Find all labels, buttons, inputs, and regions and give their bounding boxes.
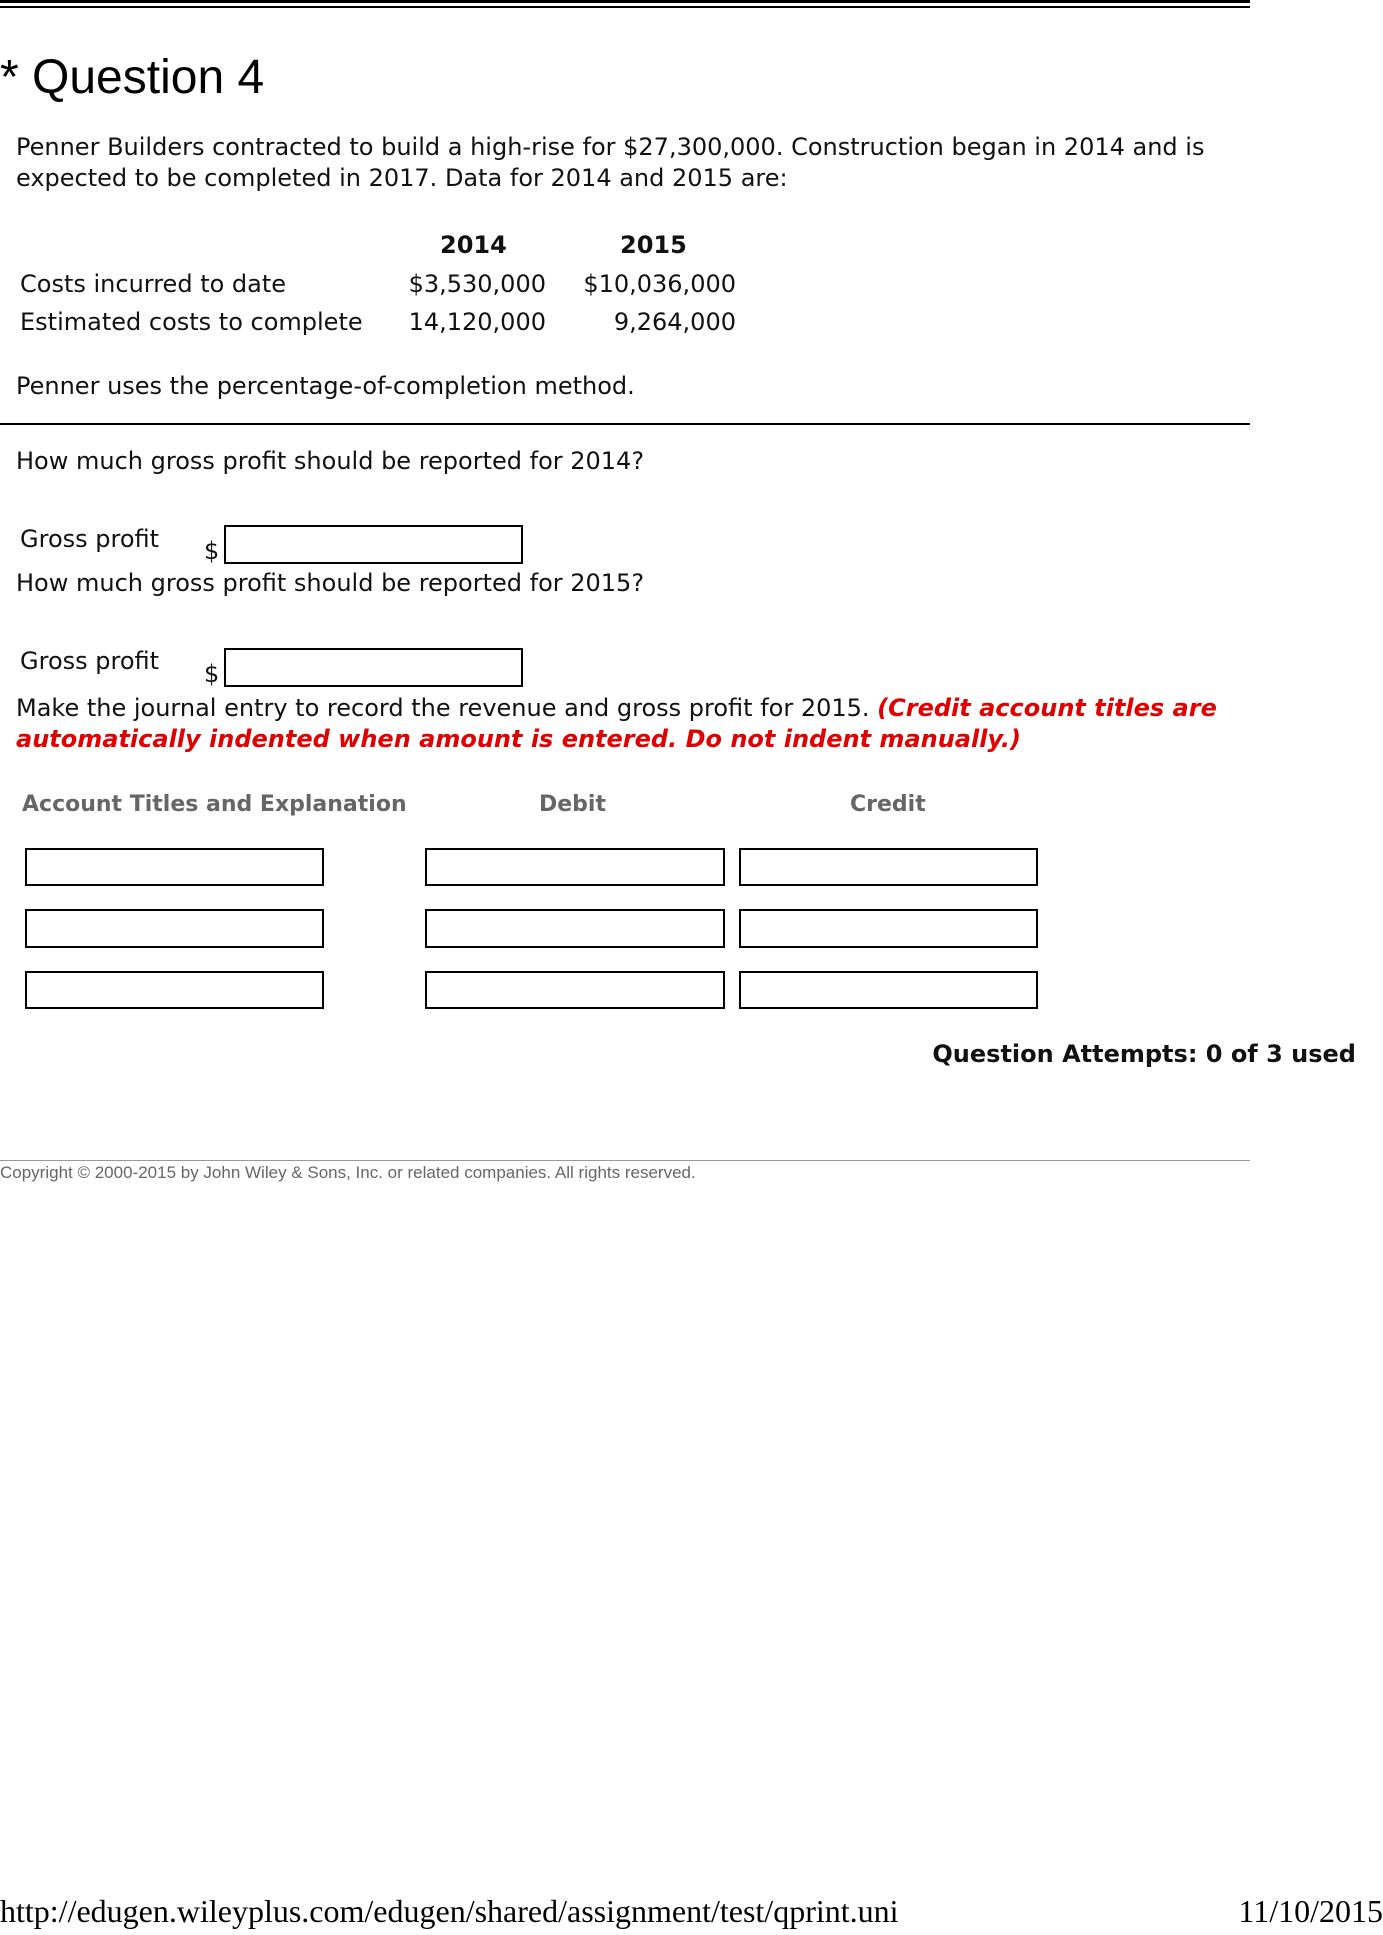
journal-prompt	[16, 693, 1286, 755]
table-row-label: Costs incurred to date	[20, 270, 287, 298]
column-header-account: Account Titles and Explanation	[22, 792, 407, 817]
table-cell-2015: $10,036,000	[583, 270, 736, 298]
method-note: Penner uses the percentage-of-completion method.	[16, 372, 635, 400]
gross-profit-2015-input[interactable]	[224, 648, 523, 687]
account-title-input[interactable]	[25, 909, 324, 948]
credit-input[interactable]	[739, 971, 1038, 1009]
table-row-label: Estimated costs to complete	[20, 308, 363, 336]
credit-input[interactable]	[739, 848, 1038, 886]
debit-input[interactable]	[425, 909, 725, 948]
question-part-2015: How much gross profit should be reported for 2015?	[16, 569, 645, 597]
journal-indent-note: (Credit account titles are automatically indented when amount is entered. Do not indent manually.)	[16, 694, 1217, 753]
print-date: 11/10/2015	[1238, 1893, 1383, 1929]
table-cell-2014: 14,120,000	[408, 308, 546, 336]
column-header-credit: Credit	[850, 792, 926, 817]
question-title: * Question 4	[0, 51, 265, 104]
question-attempts: Question Attempts: 0 of 3 used	[932, 1040, 1356, 1068]
footer-divider	[0, 1160, 1250, 1161]
table-header-2014: 2014	[440, 231, 507, 259]
gross-profit-label-2015: Gross profit	[20, 647, 160, 675]
debit-input[interactable]	[425, 971, 725, 1009]
question-part-2014: How much gross profit should be reported for 2014?	[16, 447, 645, 475]
gross-profit-2014-input[interactable]	[224, 525, 523, 564]
table-cell-2014: $3,530,000	[408, 270, 546, 298]
journal-prompt-text: Make the journal entry to record the revenue and gross profit for 2015.	[16, 694, 870, 722]
account-title-input[interactable]	[25, 971, 324, 1009]
table-cell-2015: 9,264,000	[613, 308, 736, 336]
print-url: http://edugen.wileyplus.com/edugen/shared/assignment/test/qprint.uni	[0, 1893, 899, 1929]
account-title-input[interactable]	[25, 848, 324, 886]
debit-input[interactable]	[425, 848, 725, 886]
table-header-2015: 2015	[620, 231, 687, 259]
column-header-debit: Debit	[539, 792, 606, 817]
currency-symbol: $	[204, 537, 220, 565]
section-divider	[0, 423, 1250, 425]
top-rule	[0, 0, 1250, 3]
top-rule-secondary	[0, 6, 1250, 8]
copyright-notice: Copyright © 2000-2015 by John Wiley & Sons, Inc. or related companies. All rights reserved.	[0, 1163, 696, 1182]
question-intro: Penner Builders contracted to build a high-rise for $27,300,000. Construction began in 2014 and is expected to be completed in 2017. Data for 2014 and 2015 are:	[16, 133, 1205, 192]
gross-profit-label-2014: Gross profit	[20, 525, 160, 553]
credit-input[interactable]	[739, 909, 1038, 948]
currency-symbol: $	[204, 660, 220, 688]
